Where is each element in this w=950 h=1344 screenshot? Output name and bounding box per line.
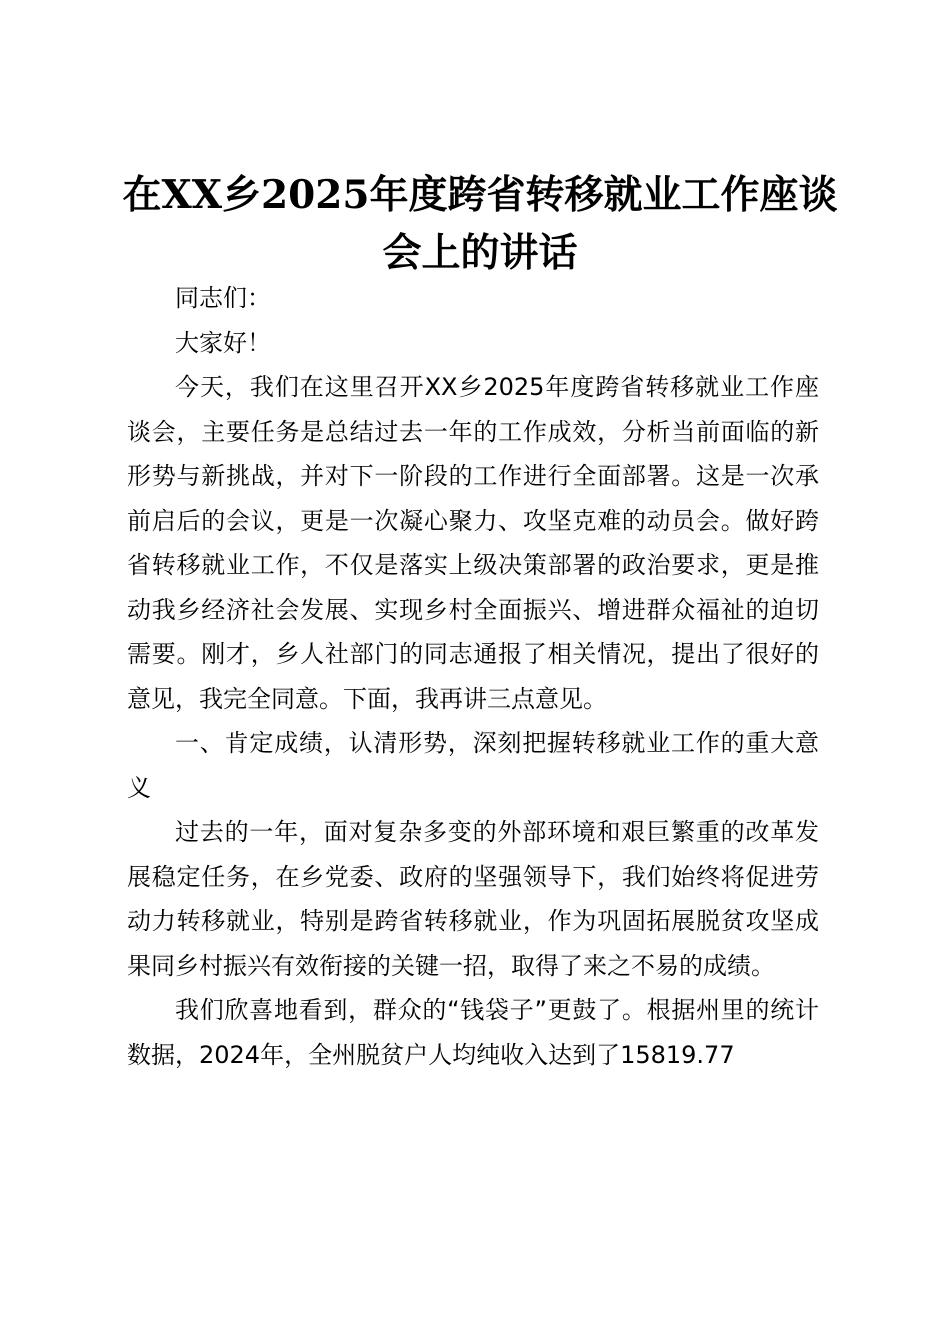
document-body xyxy=(127,276,819,1077)
body-paragraph: 过去的一年，面对复杂多变的外部环境和艰巨繁重的改革发展稳定任务，在乡党委、政府的坚强领导下，我们始终将促进劳动力转移就业，特别是跨省转移就业，作为巩固拓展脱贫攻坚成果同乡村振兴有效衔接的关键一招，取得了来之不易的成绩。 xyxy=(127,818,819,980)
body-paragraph: 我们欣喜地看到，群众的“钱袋子”更鼓了。根据州里的统计数据，2024年，全州脱贫户人均纯收入达到了15819.77 xyxy=(127,996,819,1069)
section-heading: 一、肯定成绩，认清形势，深刻把握转移就业工作的重大意义 xyxy=(127,729,819,802)
salutation: 同志们： xyxy=(175,284,271,312)
body-paragraph: 今天，我们在这里召开XX乡2025年度跨省转移就业工作座谈会，主要任务是总结过去一年的工作成效，分析当前面临的新形势与新挑战，并对下一阶段的工作进行全面部署。这是一次承前启后的会议，更是一次凝心聚力、攻坚克难的动员会。做好跨省转移就业工作，不仅是落实上级决策部署的政治要求，更是推动我乡经济社会发展、实现乡村全面振兴、增进群众福祉的迫切需要。刚才，乡人社部门的同志通报了相关情况，提出了很好的意见，我完全同意。下面，我再讲三点意见。 xyxy=(127,373,819,713)
document-title: 在XX乡2025年度跨省转移就业工作座谈会上的讲话 xyxy=(122,172,838,276)
greeting: 大家好！ xyxy=(175,328,271,357)
